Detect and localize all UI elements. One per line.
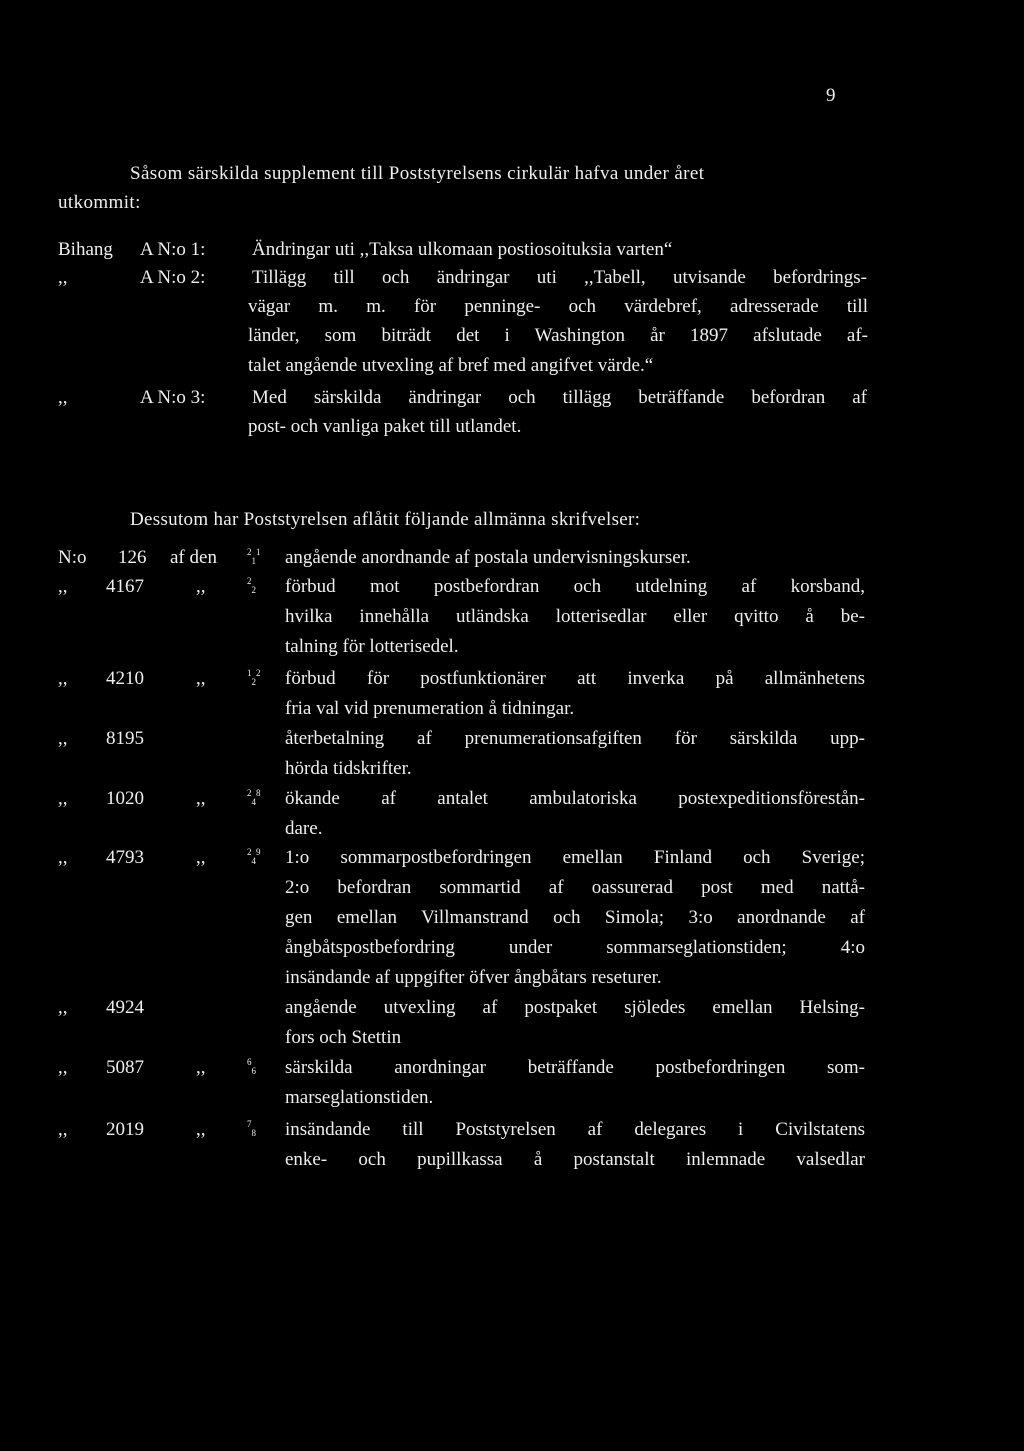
bihang-item-3-number: A N:o 3:	[140, 387, 206, 408]
letter-text: fors och Stettin	[285, 1027, 402, 1048]
ditto-mark: ,,	[196, 788, 206, 809]
letter-text: återbetalning af prenumerationsafgiften för särskilda upp-	[285, 728, 865, 749]
letter-text: insändande af uppgifter öfver ångbåtars reseturer.	[285, 967, 662, 988]
letter-text: hvilka innehålla utländska lotterisedlar eller qvitto å be-	[285, 606, 865, 627]
ditto-mark: ,,	[58, 576, 68, 597]
no-label: N:o	[58, 547, 87, 568]
bihang-item-2-line: Tillägg till och ändringar uti ,,Tabell, utvisande befordrings-	[252, 267, 867, 288]
ditto-mark: ,,	[58, 1057, 68, 1078]
intro-line-1: Såsom särskilda supplement till Poststyrelsens cirkulär hafva under året	[130, 163, 705, 184]
letter-text: särskilda anordningar beträffande postbefordringen som-	[285, 1057, 865, 1078]
letter-number: 8195	[106, 728, 144, 749]
intro-line-2: utkommit:	[58, 192, 141, 213]
bihang-item-2-line: talet angående utvexling af bref med angifvet värde.“	[248, 355, 654, 376]
letter-date: $^7_8$	[247, 1119, 256, 1138]
ditto-mark: ,,	[58, 847, 68, 868]
ditto-mark: ,,	[196, 1057, 206, 1078]
letter-number: 4167	[106, 576, 144, 597]
letter-text: talning för lotterisedel.	[285, 636, 459, 657]
letter-number: 4793	[106, 847, 144, 868]
letter-date: $^2_2$	[247, 576, 256, 595]
bihang-item-2-line: länder, som biträdt det i Washington år 1897 afslutade af-	[248, 325, 868, 346]
letter-text: hörda tidskrifter.	[285, 758, 412, 779]
letter-text: enke- och pupillkassa å postanstalt inlemnade valsedlar	[285, 1149, 865, 1170]
ditto-mark: ,,	[58, 728, 68, 749]
ditto-mark: ,,	[196, 1119, 206, 1140]
letter-date: $^2_1^1$	[247, 547, 261, 566]
section-intro: Dessutom har Poststyrelsen aflåtit följande allmänna skrifvelser:	[130, 509, 641, 530]
letter-text: ångbåtspostbefordring under sommarseglationstiden; 4:o	[285, 937, 865, 958]
letter-date: $^1_2^2$	[247, 668, 261, 687]
bihang-item-2-number: A N:o 2:	[140, 267, 206, 288]
letter-text: gen emellan Villmanstrand och Simola; 3:o anordnande af	[285, 907, 865, 928]
letter-date: $^2_4^9$	[247, 847, 261, 866]
bihang-item-3-line: post- och vanliga paket till utlandet.	[248, 416, 522, 437]
letter-text: förbud mot postbefordran och utdelning af korsband,	[285, 576, 865, 597]
letter-date: $^6_6$	[247, 1057, 256, 1076]
bihang-ditto: ,,	[58, 267, 68, 288]
ditto-mark: ,,	[58, 1119, 68, 1140]
letter-text: 1:o sommarpostbefordringen emellan Finland och Sverige;	[285, 847, 865, 868]
letter-number: 126	[118, 547, 147, 568]
page-number: 9	[826, 85, 836, 106]
letter-number: 4924	[106, 997, 144, 1018]
letter-date: $^2_4^8$	[247, 788, 261, 807]
letter-number: 1020	[106, 788, 144, 809]
letter-text: förbud för postfunktionärer att inverka på allmänhetens	[285, 668, 865, 689]
letter-text: fria val vid prenumeration å tidningar.	[285, 698, 575, 719]
letter-number: 2019	[106, 1119, 144, 1140]
ditto-mark: ,,	[196, 576, 206, 597]
letter-text: angående utvexling af postpaket sjöledes emellan Helsing-	[285, 997, 865, 1018]
bihang-item-1-number: A N:o 1:	[140, 239, 206, 260]
letter-text: insändande till Poststyrelsen af delegares i Civilstatens	[285, 1119, 865, 1140]
letter-text: marseglationstiden.	[285, 1087, 434, 1108]
ditto-mark: ,,	[58, 997, 68, 1018]
letter-number: 4210	[106, 668, 144, 689]
bihang-item-3-line: Med särskilda ändringar och tillägg beträffande befordran af	[252, 387, 867, 408]
letter-number: 5087	[106, 1057, 144, 1078]
bihang-item-2-line: vägar m. m. för penninge- och värdebref, adresserade till	[248, 296, 868, 317]
bihang-ditto: ,,	[58, 387, 68, 408]
letter-text: dare.	[285, 818, 323, 839]
ditto-mark: ,,	[58, 788, 68, 809]
af-den-label: af den	[170, 547, 217, 568]
letter-text: angående anordnande af postala undervisningskurser.	[285, 547, 691, 568]
letter-text: 2:o befordran sommartid af oassurerad post med nattå-	[285, 877, 865, 898]
bihang-label: Bihang	[58, 239, 113, 260]
ditto-mark: ,,	[58, 668, 68, 689]
letter-text: ökande af antalet ambulatoriska postexpeditionsförestån-	[285, 788, 865, 809]
ditto-mark: ,,	[196, 668, 206, 689]
ditto-mark: ,,	[196, 847, 206, 868]
bihang-item-1-line: Ändringar uti ,,Taksa ulkomaan postiosoituksia varten“	[252, 239, 673, 260]
